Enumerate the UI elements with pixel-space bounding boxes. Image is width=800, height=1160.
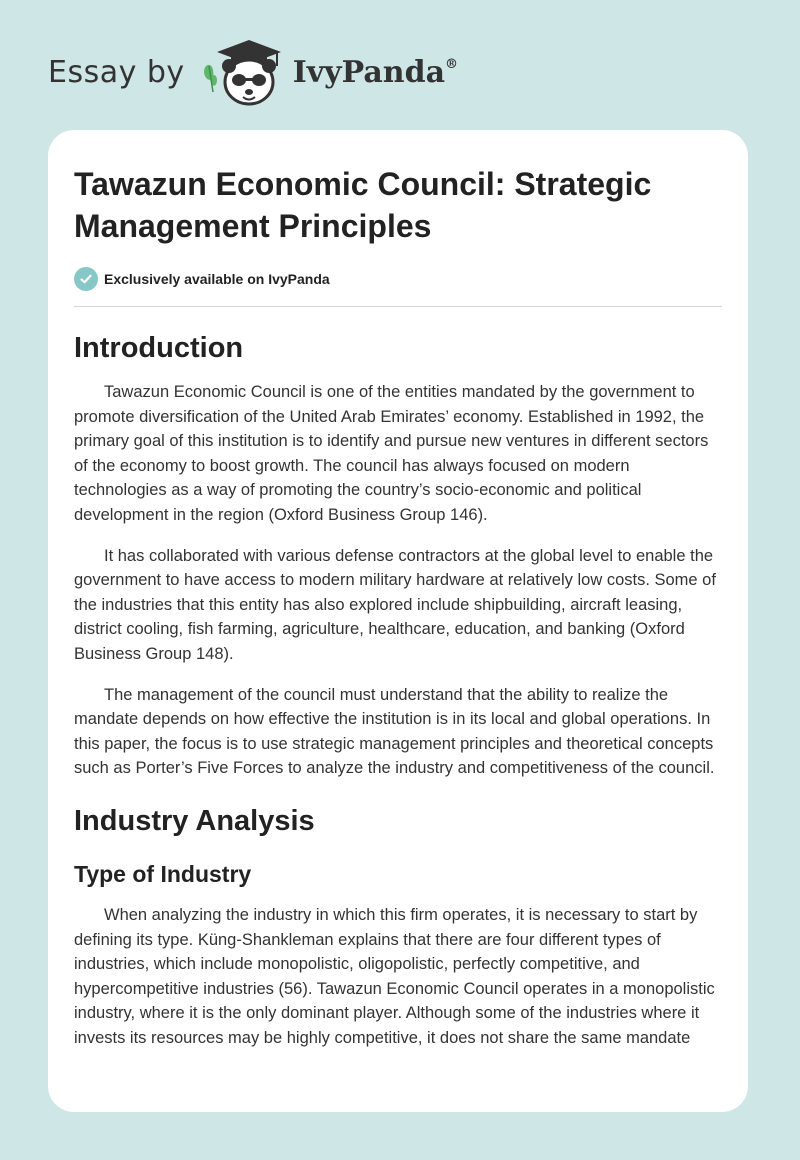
badge-label: Exclusively available on IvyPanda <box>104 271 330 287</box>
registered-mark: ® <box>445 56 459 72</box>
paragraph: When analyzing the industry in which this firm operates, it is necessary to start by defining its type. Küng-Shankleman explains that there are four different types of industries, which include monopolistic, oligopolistic, perfectly competitive, and hypercompetitive industries (56). Tawazun Economic Council operates in a monopolistic industry, where it is the only dominant player. Although some of the industries where it invests its resources may be highly competitive, it does not share the same mandate <box>74 905 715 1047</box>
subsection-heading-type-of-industry: Type of Industry <box>74 860 252 887</box>
essay-card <box>48 130 748 1112</box>
paragraph: It has collaborated with various defense contractors at the global level to enable the government to have access to modern military hardware at relatively low costs. Some of the industries that this entity has also explored include shipbuilding, aircraft leasing, district cooling, fish farming, agriculture, healthcare, education, and banking (Oxford Business Group 148). <box>74 546 716 663</box>
paragraph: Tawazun Economic Council is one of the entities mandated by the government to promote diversification of the United Arab Emirates’ economy. Established in 1992, the primary goal of this institution is to identify and pursue new ventures in different sectors of the economy to boost growth. The council has always focused on modern technologies as a way of promoting the country’s socio-economic and political development in the region (Oxford Business Group 146). <box>74 383 709 524</box>
essay-title: Tawazun Economic Council: Strategic Management Principles <box>74 166 652 244</box>
exclusive-badge <box>74 267 722 307</box>
panda-graduate-logo-icon[interactable] <box>199 36 289 108</box>
brand-header <box>48 36 458 108</box>
brand-name-text: IvyPanda <box>292 54 446 90</box>
section-heading-industry-analysis: Industry Analysis <box>74 804 315 837</box>
paragraph: The management of the council must understand that the ability to realize the mandate depends on how effective the institution is in its local and global operations. In this paper, the focus is to use strategic management principles and theoretical concepts such as Porter’s Five Forces to analyze the industry and competitiveness of the council. <box>74 685 715 778</box>
essay-by-label: Essay by <box>48 54 185 90</box>
section-heading-introduction: Introduction <box>74 332 244 364</box>
check-circle-icon <box>74 267 98 291</box>
ivypanda-brand-name[interactable] <box>293 55 458 90</box>
